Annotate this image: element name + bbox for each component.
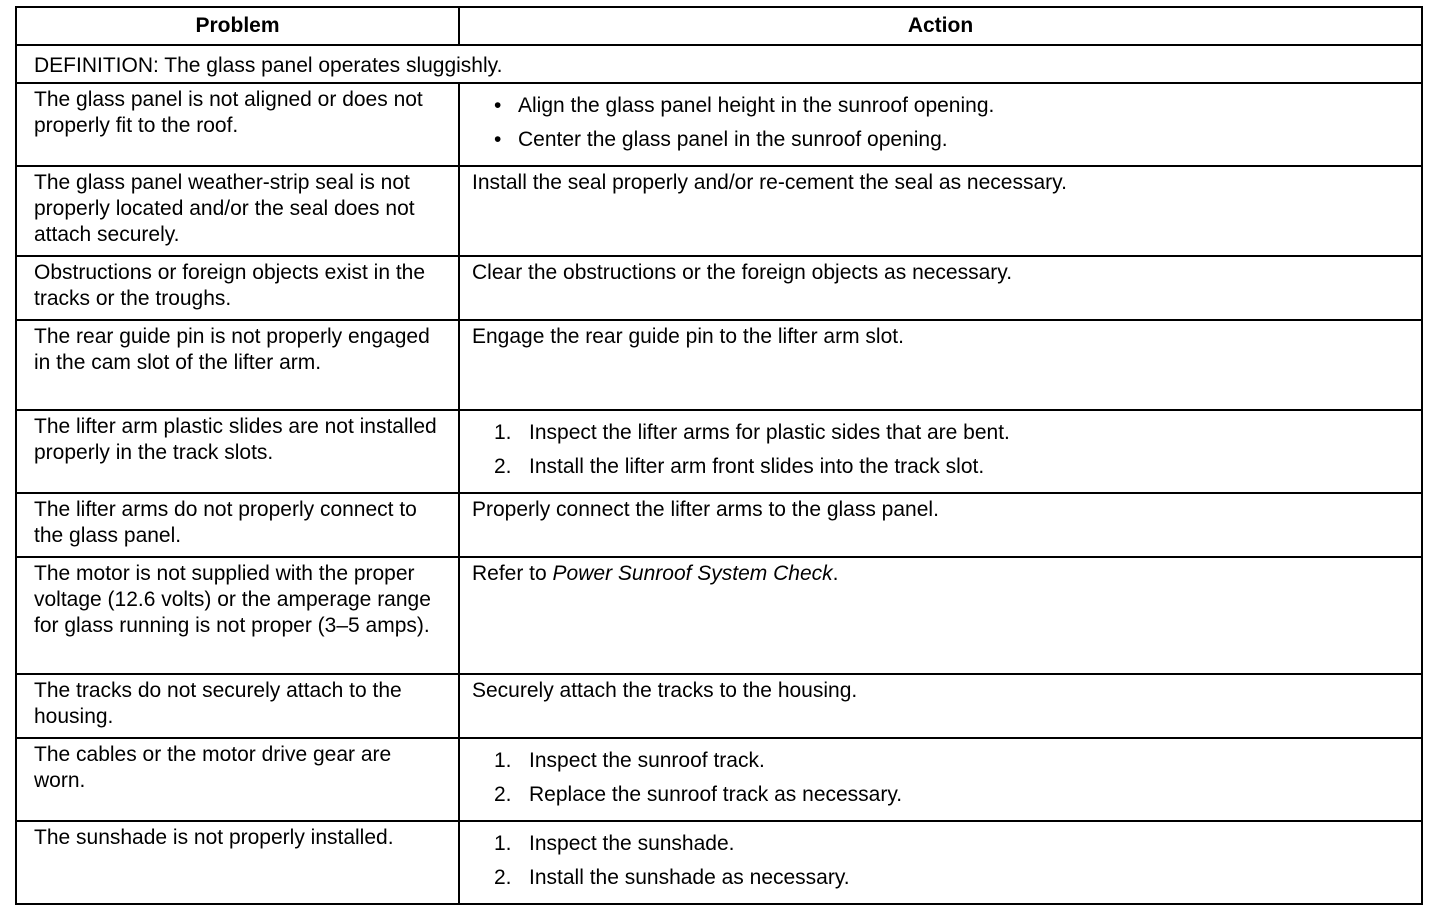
list-item bbox=[472, 865, 1409, 891]
problem-cell: The cables or the motor drive gear are worn. bbox=[16, 738, 459, 821]
action-text: Refer to bbox=[472, 562, 553, 585]
problem-cell: The glass panel weather-strip seal is not properly located and/or the seal does not attach securely. bbox=[16, 166, 459, 256]
action-cell bbox=[459, 821, 1422, 904]
definition-row bbox=[16, 45, 1422, 83]
problem-cell: The lifter arms do not properly connect to the glass panel. bbox=[16, 493, 459, 557]
definition-text: DEFINITION: The glass panel operates sluggishly. bbox=[16, 45, 1422, 83]
step-number: 2. bbox=[494, 455, 512, 478]
action-step-list bbox=[472, 831, 1409, 891]
action-cell bbox=[459, 738, 1422, 821]
step-number: 1. bbox=[494, 749, 512, 772]
table-row bbox=[16, 166, 1422, 256]
step-number: 1. bbox=[494, 832, 512, 855]
problem-cell: The lifter arm plastic slides are not installed properly in the track slots. bbox=[16, 410, 459, 493]
problem-cell: The motor is not supplied with the proper voltage (12.6 volts) or the amperage range for glass running is not proper (3–5 amps). bbox=[16, 557, 459, 674]
bullet-mark: • bbox=[494, 94, 502, 117]
action-cell: Securely attach the tracks to the housing. bbox=[459, 674, 1422, 738]
action-step-list bbox=[472, 420, 1409, 480]
action-cell: Install the seal properly and/or re-cement the seal as necessary. bbox=[459, 166, 1422, 256]
action-step-text: Replace the sunroof track as necessary. bbox=[529, 783, 903, 806]
list-item bbox=[472, 127, 1409, 153]
list-item bbox=[472, 454, 1409, 480]
bullet-mark: • bbox=[494, 128, 502, 151]
action-cell: Clear the obstructions or the foreign objects as necessary. bbox=[459, 256, 1422, 320]
step-number: 2. bbox=[494, 866, 512, 889]
table-row bbox=[16, 821, 1422, 904]
table-row bbox=[16, 320, 1422, 410]
action-cell: Properly connect the lifter arms to the glass panel. bbox=[459, 493, 1422, 557]
procedure-reference-link[interactable]: Power Sunroof System Check bbox=[552, 562, 833, 585]
list-item bbox=[472, 782, 1409, 808]
action-step-text: Inspect the sunshade. bbox=[529, 832, 735, 855]
problem-cell: The tracks do not securely attach to the housing. bbox=[16, 674, 459, 738]
table-header-row bbox=[16, 7, 1422, 45]
action-cell bbox=[459, 557, 1422, 674]
action-step-text: Center the glass panel in the sunroof opening. bbox=[518, 128, 948, 151]
problem-cell: Obstructions or foreign objects exist in the tracks or the troughs. bbox=[16, 256, 459, 320]
action-step-list bbox=[472, 748, 1409, 808]
table-row bbox=[16, 557, 1422, 674]
action-text-suffix: . bbox=[832, 562, 839, 585]
table-row bbox=[16, 256, 1422, 320]
table-row bbox=[16, 738, 1422, 821]
problem-cell: The glass panel is not aligned or does not properly fit to the roof. bbox=[16, 83, 459, 166]
step-number: 2. bbox=[494, 783, 512, 806]
list-item bbox=[472, 93, 1409, 119]
action-bullet-list bbox=[472, 93, 1409, 153]
step-number: 1. bbox=[494, 421, 512, 444]
action-step-text: Install the lifter arm front slides into the track slot. bbox=[529, 455, 985, 478]
action-step-text: Install the sunshade as necessary. bbox=[529, 866, 850, 889]
problem-cell: The rear guide pin is not properly engaged in the cam slot of the lifter arm. bbox=[16, 320, 459, 410]
action-cell bbox=[459, 83, 1422, 166]
header-problem: Problem bbox=[16, 7, 459, 45]
list-item bbox=[472, 831, 1409, 857]
action-cell bbox=[459, 410, 1422, 493]
action-step-text: Inspect the sunroof track. bbox=[529, 749, 765, 772]
list-item bbox=[472, 748, 1409, 774]
list-item bbox=[472, 420, 1409, 446]
table-row bbox=[16, 410, 1422, 493]
action-step-text: Inspect the lifter arms for plastic sides that are bent. bbox=[529, 421, 1010, 444]
header-action: Action bbox=[459, 7, 1422, 45]
table-row bbox=[16, 493, 1422, 557]
table-row bbox=[16, 674, 1422, 738]
table-row bbox=[16, 83, 1422, 166]
problem-cell: The sunshade is not properly installed. bbox=[16, 821, 459, 904]
action-step-text: Align the glass panel height in the sunroof opening. bbox=[518, 94, 995, 117]
action-cell: Engage the rear guide pin to the lifter arm slot. bbox=[459, 320, 1422, 410]
diagnostic-table bbox=[15, 6, 1423, 905]
